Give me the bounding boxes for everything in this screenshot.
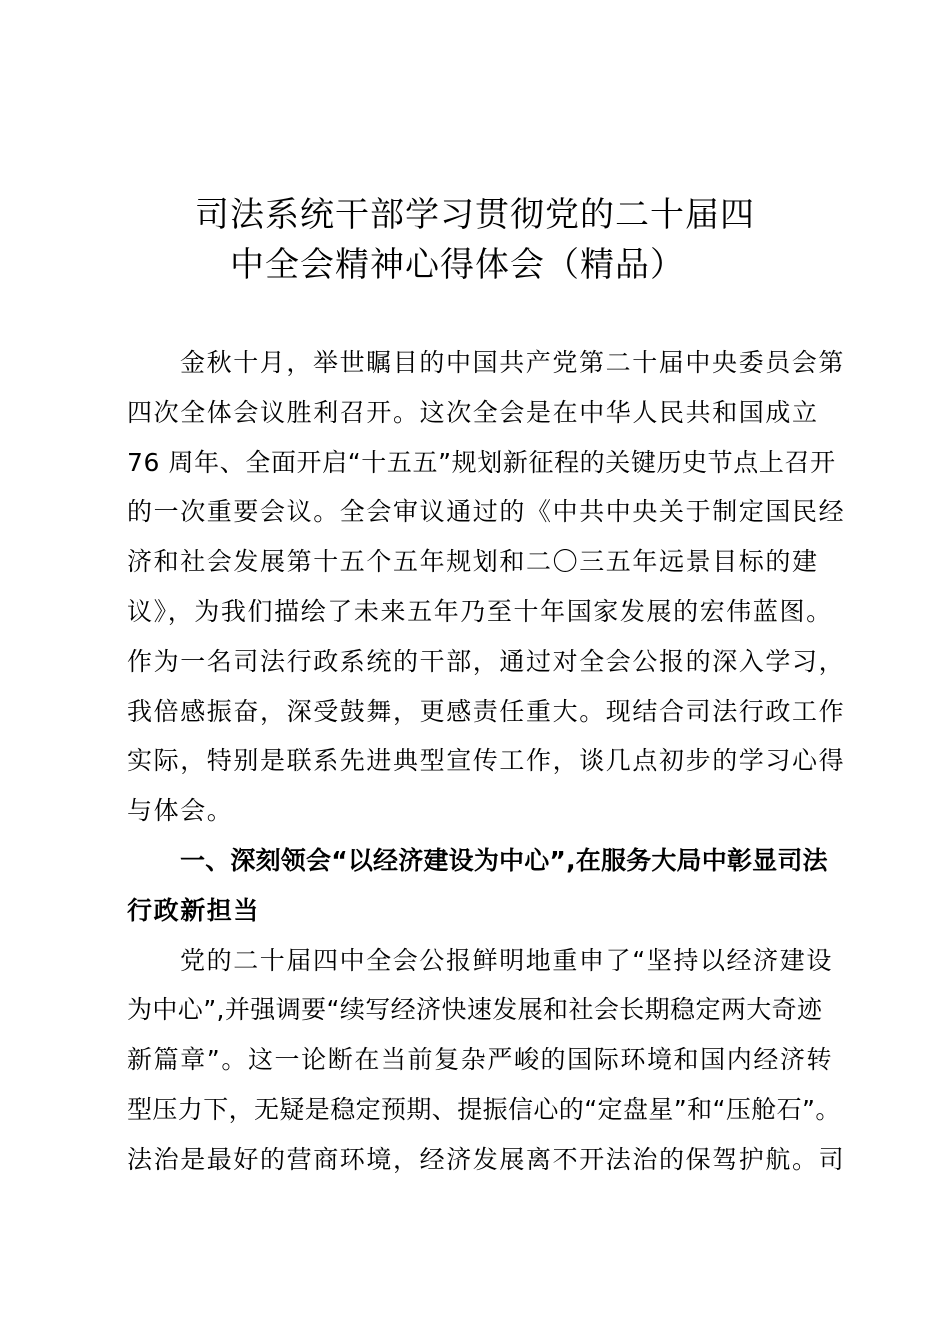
- text-line: 党的二十届四中全会公报鲜明地重申了“坚持以经济建设: [180, 945, 833, 975]
- section-heading-1: [127, 836, 827, 936]
- text-line: 法治是最好的营商环境，经济发展离不开法治的保驾护航。司: [127, 1144, 846, 1174]
- heading-line: 一、深刻领会“以经济建设为中心”,在服务大局中彰显司法: [180, 845, 828, 875]
- text-line: 实际，特别是联系先进典型宣传工作，谈几点初步的学习心得: [127, 746, 846, 776]
- heading-line: 行政新担当: [127, 895, 261, 925]
- text-line: 76 周年、全面开启“十五五”规划新征程的关键历史节点上召开: [127, 447, 836, 477]
- text-line: 为中心”,并强调要“续写经济快速发展和社会长期稳定两大奇迹: [127, 995, 823, 1025]
- text-line: 济和社会发展第十五个五年规划和二〇三五年远景目标的建: [127, 547, 819, 577]
- text-line: 我倍感振奋，深受鼓舞，更感责任重大。现结合司法行政工作: [127, 696, 846, 726]
- document-body: [127, 338, 846, 1185]
- text-line: 四次全体会议胜利召开。这次全会是在中华人民共和国成立: [127, 397, 819, 427]
- text-line: 的一次重要会议。全会审议通过的《中共中央关于制定国民经: [127, 497, 846, 527]
- text-line: 新篇章”。这一论断在当前复杂严峻的国际环境和国内经济转: [127, 1045, 834, 1075]
- paragraph-intro: [127, 338, 846, 836]
- text-line: 议》，为我们描绘了未来五年乃至十年国家发展的宏伟蓝图。: [127, 596, 833, 626]
- text-line: 型压力下，无疑是稳定预期、提振信心的“定盘星”和“压舱石”。: [127, 1094, 841, 1124]
- text-line: 金秋十月，举世瞩目的中国共产党第二十届中央委员会第: [180, 348, 846, 377]
- document-title-line-2: 中全会精神心得体会（精品）: [230, 245, 685, 285]
- document-title-line-1: 司法系统干部学习贯彻党的二十届四: [195, 195, 755, 235]
- text-line: 作为一名司法行政系统的干部，通过对全会公报的深入学习，: [127, 646, 846, 676]
- paragraph-section-1: [127, 936, 846, 1185]
- text-line: 与体会。: [127, 796, 234, 826]
